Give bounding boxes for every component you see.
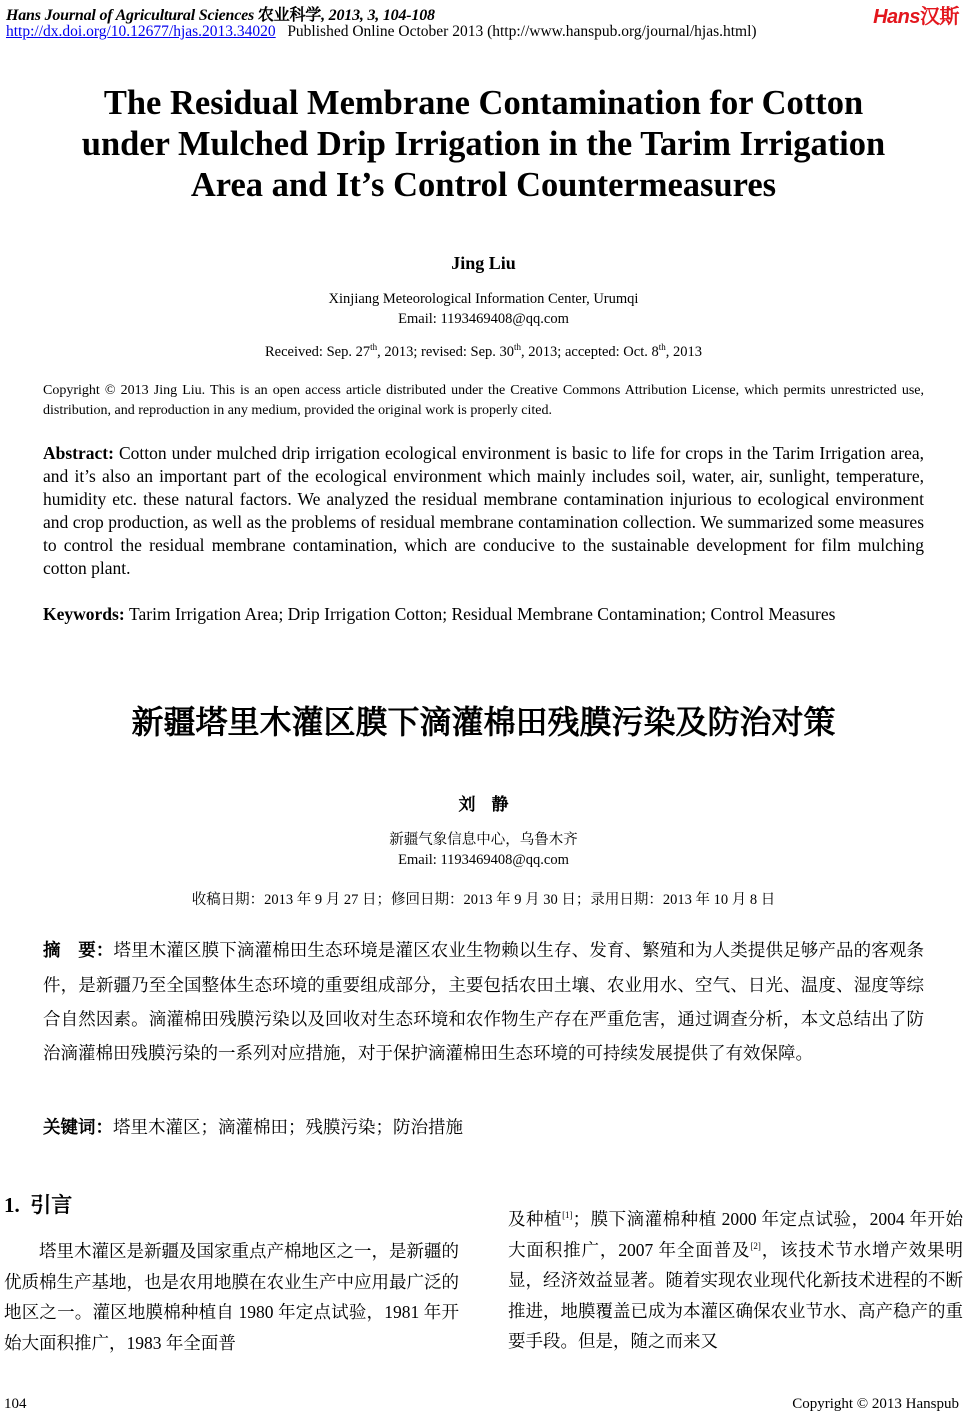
abstract-cn [43, 933, 924, 1070]
journal-citation: , 2013, 3, 104-108 [321, 7, 435, 24]
paragraph [508, 1204, 963, 1357]
date-year: , 2013 [665, 344, 703, 360]
dates-cn: 收稿日期：2013 年 9 月 27 日；修回日期：2013 年 9 月 30 日；录用日期：2013 年 10 月 8 日 [191, 892, 776, 908]
publication-line [6, 23, 757, 41]
affiliation-text: 新疆气象信息中心，乌鲁木齐 [389, 832, 578, 848]
paper-title-en [0, 83, 967, 206]
author-cn: 刘静 [458, 795, 525, 814]
journal-name-cn: 农业科学 [257, 7, 322, 24]
keywords-label: 关键词： [43, 1118, 113, 1138]
ordinal-sup: th [658, 342, 666, 353]
logo-latin: Hans [873, 6, 920, 28]
section-heading [4, 1189, 72, 1219]
journal-header [6, 2, 435, 25]
title-line: Area and It’s Control Countermeasures [190, 166, 777, 204]
title-line: The Residual Membrane Contamination for Cotton [103, 84, 864, 122]
hans-logo-icon [873, 0, 959, 29]
keywords-cn [43, 1114, 924, 1139]
dates-en [0, 344, 967, 361]
abstract-label: Abstract: [43, 443, 114, 463]
abstract-text: 塔里木灌区膜下滴灌棉田生态环境是灌区农业生物赖以生存、发育、繁殖和为人类提供足够产品的客观条件，是新疆乃至全国整体生态环境的重要组成部分，主要包括农田土壤、农业用水、空气、日光、温度、湿度等综合自然因素。滴灌棉田残膜污染以及回收对生态环境和农作物生产存在严重危害，通过调查分析，本文总结出了防治滴灌棉田残膜污染的一系列对应措施，对于保护滴灌棉田生态环境的可持续发展提供了有效保障。 [43, 940, 925, 1063]
affiliation-text: Xinjiang Meteorological Information Center, Urumqi [328, 291, 639, 307]
email-en: Email: 1193469408@qq.com [398, 311, 569, 327]
keywords-text: Tarim Irrigation Area; Drip Irrigation Cotton; Residual Membrane Contamination; Control Measures [129, 604, 836, 624]
author-en: Jing Liu [451, 253, 516, 273]
copyright-notice: Copyright © 2013 Jing Liu. This is an open access article distributed under the Creative Commons Attribution License, which permits unrestricted use, distribution, and reproduction in any medium, provided the original work is properly cited. [43, 383, 924, 418]
keywords-en [43, 603, 924, 626]
published-online: Published Online October 2013 (http://www.hanspub.org/journal/hjas.html) [287, 23, 757, 40]
text-run: ，该技术节水增产效果明显，经济效益显著。随着实现农业现代化新技术进程的不断推进，地膜覆盖已成为本灌区确保农业节水、高产稳产的重要手段。但是，随之而来又 [508, 1239, 963, 1351]
keywords-label: Keywords: [43, 604, 125, 624]
abstract-text: Cotton under mulched drip irrigation ecological environment is basic to life for crops in the Tarim Irrigation area, and it’s also an important part of the ecological environment which mainly includes soil, water, air, sunlight, temperature, humidity etc. these natural factors. We analyzed the residual membrane contamination injurious to ecological environment and crop production, as well as the problems of residual membrane contamination collection. We summarized some measures to control the residual membrane contamination, which are conducive to the sustainable development for film mulching cotton plant. [43, 443, 924, 578]
citation-ref[interactable]: [2] [750, 1240, 761, 1251]
abstract-en [43, 442, 924, 580]
section-number: 1. [4, 1193, 20, 1217]
body-column-right [508, 1204, 963, 1357]
accepted-date: , 2013; accepted: Oct. 8 [521, 344, 659, 360]
abstract-label: 摘 要： [43, 941, 114, 961]
title-line: under Mulched Drip Irrigation in the Tarim Irrigation [81, 125, 886, 163]
journal-name-en: Hans Journal of Agricultural Sciences [6, 7, 255, 24]
ordinal-sup: th [514, 342, 522, 353]
page-number: 104 [4, 1396, 27, 1412]
logo-cn: 汉斯 [920, 6, 959, 28]
section-title: 引言 [30, 1193, 73, 1217]
paper-title-cn: 新疆塔里木灌区膜下滴灌棉田残膜污染及防治对策 [131, 703, 836, 741]
body-column-left [4, 1236, 459, 1358]
keywords-text: 塔里木灌区；滴灌棉田；残膜污染；防治措施 [113, 1117, 463, 1137]
email-cn: Email: 1193469408@qq.com [398, 852, 569, 868]
citation-ref[interactable]: [1] [562, 1210, 573, 1221]
text-run: 及种植 [508, 1209, 563, 1229]
footer-copyright: Copyright © 2013 Hanspub [792, 1396, 959, 1412]
received-date: Received: Sep. 27 [264, 344, 371, 360]
ordinal-sup: th [370, 342, 378, 353]
affiliation-en [0, 289, 967, 329]
paragraph: 塔里木灌区是新疆及国家重点产棉地区之一，是新疆的优质棉生产基地，也是农用地膜在农业生产中应用最广泛的地区之一。灌区地膜棉种植自 1980 年定点试验，1981 年开始大面积推广，1983 年全面普 [4, 1241, 459, 1353]
doi-link[interactable]: http://dx.doi.org/10.12677/hjas.2013.34020 [6, 23, 276, 40]
text-run: ；膜下滴灌棉种植 2000 年定点试验，2004 年开始大面积推广，2007 年全面普及 [508, 1209, 964, 1260]
affiliation-cn [0, 830, 967, 870]
revised-date: , 2013; revised: Sep. 30 [377, 344, 515, 360]
